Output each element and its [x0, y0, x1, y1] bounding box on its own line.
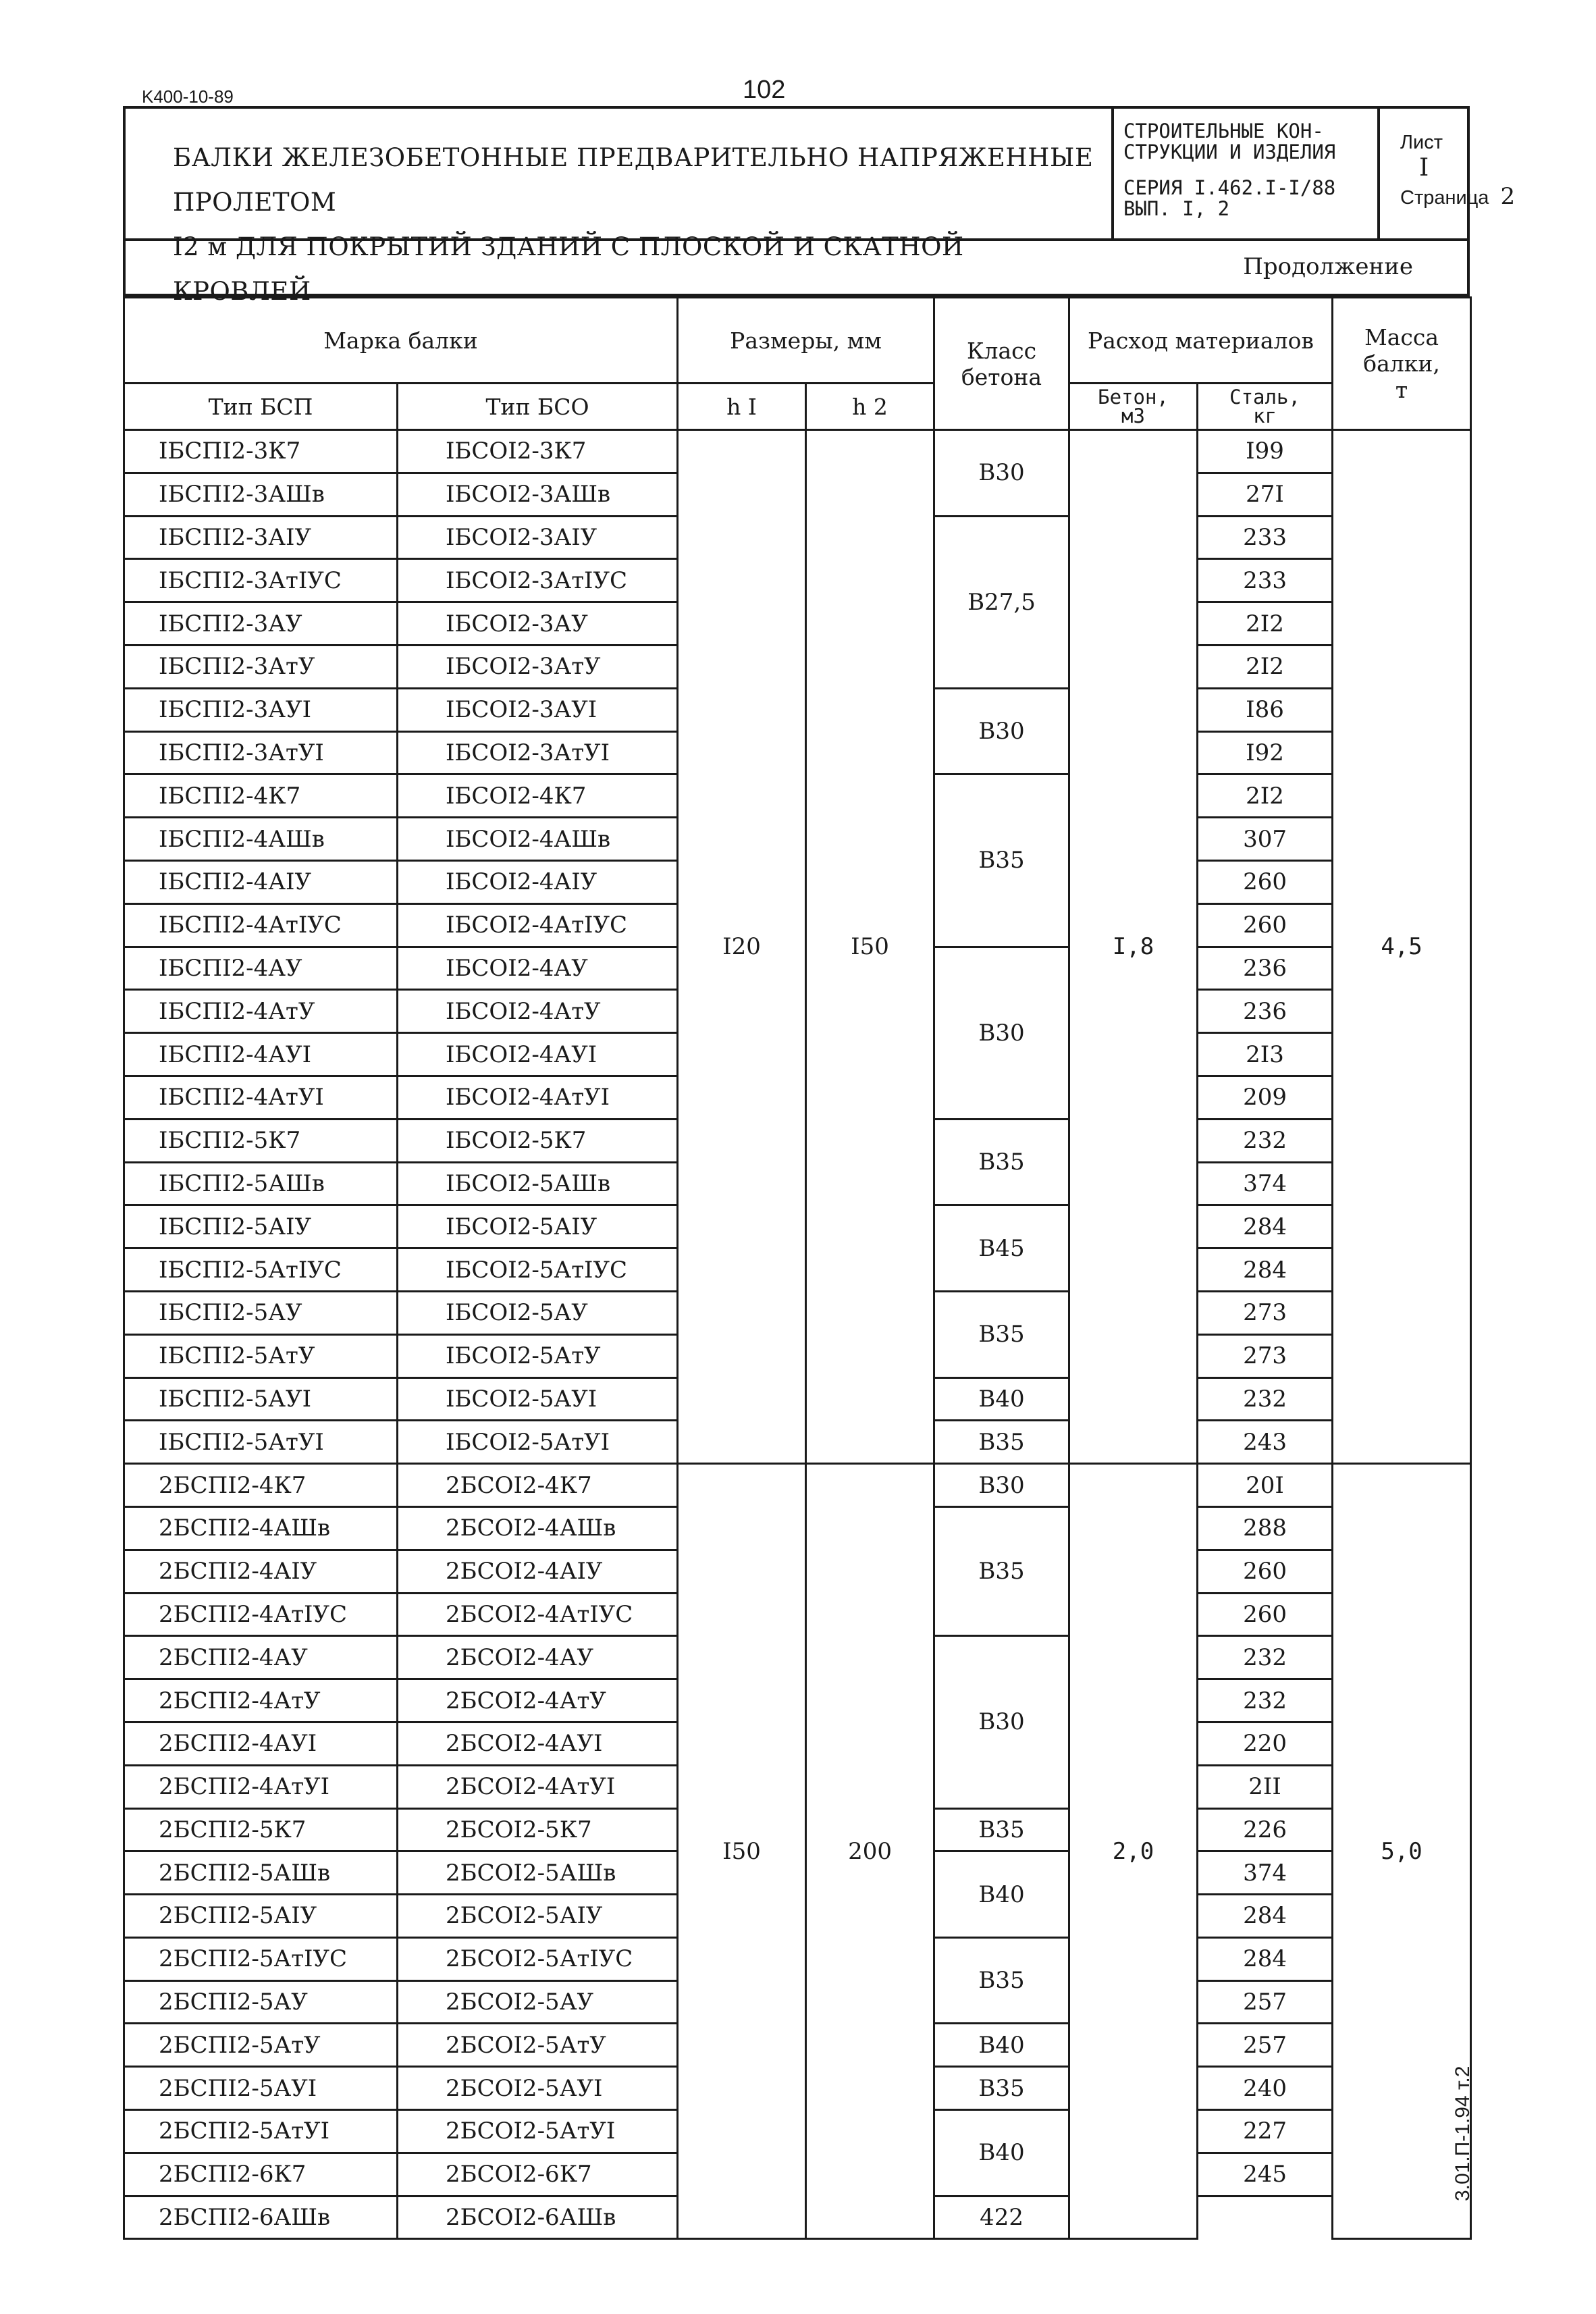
cell-type-bso: 2БСОI2-5АтIУС	[398, 1937, 678, 1980]
cell-concrete-class: В45	[934, 1205, 1069, 1292]
cell-steel: 232	[1198, 1636, 1333, 1679]
cell-type-bso: IБСОI2-4К7	[398, 774, 678, 818]
cell-type-bso: 2БСОI2-4АУI	[398, 1722, 678, 1765]
cell-steel: 374	[1198, 1162, 1333, 1205]
cell-type-bso: 2БСОI2-5АIУ	[398, 1895, 678, 1938]
cell-type-bsp: IБСПI2-4АIУ	[124, 860, 398, 903]
cell-type-bso: IБСОI2-4АIУ	[398, 860, 678, 903]
cell-mass: 5,0	[1333, 1464, 1471, 2239]
cell-steel: 260	[1198, 1550, 1333, 1593]
cell-h1: I20	[678, 430, 806, 1464]
cell-type-bsp: 2БСПI2-4АтУI	[124, 1765, 398, 1808]
cell-type-bsp: IБСПI2-3АШв	[124, 473, 398, 516]
cell-type-bso: IБСОI2-3К7	[398, 430, 678, 473]
cell-type-bsp: IБСПI2-3АтУ	[124, 645, 398, 688]
cell-steel: 236	[1198, 990, 1333, 1033]
cell-concrete-class: В27,5	[934, 516, 1069, 688]
cell-steel: 245	[1198, 2153, 1333, 2196]
cell-h1: I50	[678, 1464, 806, 2239]
cell-type-bso: IБСОI2-5АШв	[398, 1162, 678, 1205]
cell-type-bsp: IБСПI2-4АтУI	[124, 1076, 398, 1119]
title-line-2: I2 м ДЛЯ ПОКРЫТИЙ ЗДАНИЙ С ПЛОСКОЙ И СКАТНОЙ КРОВЛЕЙ	[173, 232, 964, 306]
cell-type-bso: IБСОI2-4АУ	[398, 947, 678, 990]
cell-type-bso: 2БСОI2-4К7	[398, 1464, 678, 1507]
cell-concrete-class: В30	[934, 947, 1069, 1119]
cell-type-bsp: IБСПI2-5АШв	[124, 1162, 398, 1205]
cell-type-bsp: IБСПI2-3АIУ	[124, 516, 398, 559]
header-concrete-volume: Бетон, м3	[1069, 384, 1198, 430]
cell-steel: 307	[1198, 818, 1333, 861]
series-line-4: ВЫП. I, 2	[1123, 197, 1230, 220]
cell-type-bsp: IБСПI2-3К7	[124, 430, 398, 473]
header-mass: Масса балки, т	[1333, 298, 1471, 430]
cell-type-bso: IБСОI2-5АIУ	[398, 1205, 678, 1248]
cell-steel: 232	[1198, 1679, 1333, 1723]
series-line-3: СЕРИЯ I.462.I-I/88	[1123, 176, 1336, 199]
cell-steel: 374	[1198, 1851, 1333, 1895]
cell-type-bsp: IБСПI2-3АУ	[124, 602, 398, 646]
cell-steel: 233	[1198, 516, 1333, 559]
cell-type-bsp: 2БСПI2-6АШв	[124, 2196, 398, 2239]
cell-steel: 2I2	[1198, 645, 1333, 688]
cell-concrete-class: В35	[934, 1421, 1069, 1464]
cell-type-bsp: 2БСПI2-4АтIУС	[124, 1593, 398, 1636]
title-line-1: БАЛКИ ЖЕЛЕЗОБЕТОННЫЕ ПРЕДВАРИТЕЛЬНО НАПРЯЖЕННЫЕ ПРОЛЕТОМ	[173, 143, 1094, 217]
cell-concrete-class: В30	[934, 430, 1069, 517]
cell-type-bso: IБСОI2-3АШв	[398, 473, 678, 516]
cell-steel: I86	[1198, 688, 1333, 731]
cell-steel: 273	[1198, 1291, 1333, 1334]
cell-type-bsp: 2БСПI2-4АIУ	[124, 1550, 398, 1593]
cell-type-bso: IБСОI2-4АтУI	[398, 1076, 678, 1119]
cell-mass: 4,5	[1333, 430, 1471, 1464]
continuation-label: Продолжение	[1243, 253, 1413, 280]
cell-type-bso: IБСОI2-4АШв	[398, 818, 678, 861]
header-h2: h 2	[806, 384, 934, 430]
cell-steel: 284	[1198, 1937, 1333, 1980]
cell-type-bsp: IБСПI2-5АтУ	[124, 1334, 398, 1377]
series-line-1: СТРОИТЕЛЬНЫЕ КОН-	[1123, 120, 1324, 142]
cell-concrete-class: В35	[934, 1291, 1069, 1377]
cell-type-bso: 2БСОI2-4АУ	[398, 1636, 678, 1679]
cell-steel: 260	[1198, 1593, 1333, 1636]
cell-steel: 27I	[1198, 473, 1333, 516]
cell-steel: 257	[1198, 1980, 1333, 2024]
cell-steel: 240	[1198, 2067, 1333, 2110]
page-value: 2	[1500, 183, 1516, 210]
cell-type-bso: IБСОI2-5АтУI	[398, 1421, 678, 1464]
cell-type-bso: 2БСОI2-4АтУ	[398, 1679, 678, 1723]
cell-type-bsp: IБСПI2-3АтУI	[124, 731, 398, 774]
cell-type-bsp: IБСПI2-4АУI	[124, 1033, 398, 1076]
cell-concrete-class: В35	[934, 1808, 1069, 1851]
cell-concrete-class: В35	[934, 2067, 1069, 2110]
cell-type-bsp: IБСПI2-4К7	[124, 774, 398, 818]
cell-steel: I99	[1198, 430, 1333, 473]
cell-type-bsp: 2БСПI2-4К7	[124, 1464, 398, 1507]
cell-steel: 288	[1198, 1506, 1333, 1550]
cell-type-bso: 2БСОI2-4АШв	[398, 1506, 678, 1550]
cell-concrete-volume: 2,0	[1069, 1464, 1198, 2239]
cell-type-bsp: 2БСПI2-5К7	[124, 1808, 398, 1851]
cell-type-bso: IБСОI2-3АУ	[398, 602, 678, 646]
cell-type-bso: 2БСОI2-4АIУ	[398, 1550, 678, 1593]
beam-table	[123, 296, 1472, 2240]
continuation-row	[123, 241, 1470, 296]
cell-type-bsp: 2БСПI2-5АтУI	[124, 2110, 398, 2153]
cell-type-bso: IБСОI2-5АтУ	[398, 1334, 678, 1377]
cell-steel: 2II	[1198, 1765, 1333, 1808]
sheet-label: Лист	[1400, 132, 1443, 153]
cell-steel: 284	[1198, 1248, 1333, 1292]
cell-type-bsp: 2БСПI2-5АтУ	[124, 2024, 398, 2067]
cell-type-bso: IБСОI2-5АтIУС	[398, 1248, 678, 1292]
cell-type-bsp: IБСПI2-4АУ	[124, 947, 398, 990]
cell-type-bso: 2БСОI2-6К7	[398, 2153, 678, 2196]
cell-steel: 257	[1198, 2024, 1333, 2067]
cell-steel: 220	[1198, 1722, 1333, 1765]
cell-type-bsp: 2БСПI2-5АУI	[124, 2067, 398, 2110]
cell-type-bsp: 2БСПI2-5АIУ	[124, 1895, 398, 1938]
cell-concrete-class: В30	[934, 1464, 1069, 1507]
cell-steel: 233	[1198, 559, 1333, 602]
cell-type-bso: IБСОI2-3АУI	[398, 688, 678, 731]
document-number: K400-10-89	[142, 86, 234, 107]
cell-type-bsp: IБСПI2-5АтIУС	[124, 1248, 398, 1292]
page-number: 102	[743, 76, 786, 104]
cell-concrete-class: В30	[934, 688, 1069, 774]
cell-type-bsp: 2БСПI2-5АШв	[124, 1851, 398, 1895]
cell-type-bsp: IБСПI2-4АтУ	[124, 990, 398, 1033]
cell-concrete-volume: I,8	[1069, 430, 1198, 1464]
table-row	[124, 430, 1471, 473]
table-row	[124, 1464, 1471, 1507]
header-mark: Марка балки	[124, 298, 678, 384]
cell-steel: 236	[1198, 947, 1333, 990]
cell-steel: 273	[1198, 1334, 1333, 1377]
cell-type-bso: 2БСОI2-6АШв	[398, 2196, 678, 2239]
cell-steel: 232	[1198, 1119, 1333, 1162]
cell-steel: 232	[1198, 1377, 1333, 1421]
cell-concrete-class: В35	[934, 1119, 1069, 1205]
cell-steel: 284	[1198, 1205, 1333, 1248]
cell-type-bso: 2БСОI2-5АтУI	[398, 2110, 678, 2153]
cell-steel: 284	[1198, 1895, 1333, 1938]
cell-concrete-class: В40	[934, 2110, 1069, 2197]
cell-type-bsp: 2БСПI2-4АтУ	[124, 1679, 398, 1723]
cell-type-bso: IБСОI2-5К7	[398, 1119, 678, 1162]
cell-type-bsp: 2БСПI2-4АУI	[124, 1722, 398, 1765]
cell-type-bso: IБСОI2-4АтIУС	[398, 903, 678, 947]
cell-type-bso: IБСОI2-3АтУ	[398, 645, 678, 688]
cell-type-bso: IБСОI2-3АтУI	[398, 731, 678, 774]
cell-type-bsp: IБСПI2-5АУI	[124, 1377, 398, 1421]
sheet-value: I	[1419, 154, 1429, 182]
cell-type-bsp: IБСПI2-3АУI	[124, 688, 398, 731]
cell-steel: 2I2	[1198, 602, 1333, 646]
cell-type-bso: IБСОI2-5АУ	[398, 1291, 678, 1334]
cell-type-bso: 2БСОI2-5АУI	[398, 2067, 678, 2110]
cell-steel: I92	[1198, 731, 1333, 774]
cell-steel: 422	[934, 2196, 1069, 2239]
cell-type-bsp: 2БСПI2-5АтIУС	[124, 1937, 398, 1980]
cell-h2: 200	[806, 1464, 934, 2239]
cell-steel: 260	[1198, 860, 1333, 903]
cell-type-bsp: 2БСПI2-4АШв	[124, 1506, 398, 1550]
cell-type-bso: 2БСОI2-5К7	[398, 1808, 678, 1851]
header-type-bso: Тип БСО	[398, 384, 678, 430]
cell-type-bsp: IБСПI2-3АтIУС	[124, 559, 398, 602]
cell-steel: 209	[1198, 1076, 1333, 1119]
side-code: 3.01.П-1.94 т.2	[1452, 2066, 1474, 2201]
table-body	[124, 430, 1471, 2239]
cell-steel: 227	[1198, 2110, 1333, 2153]
header-steel: Сталь, кг	[1198, 384, 1333, 430]
cell-type-bsp: IБСПI2-5АIУ	[124, 1205, 398, 1248]
cell-concrete-class: В35	[934, 1506, 1069, 1635]
cell-type-bso: IБСОI2-3АIУ	[398, 516, 678, 559]
cell-steel: 226	[1198, 1808, 1333, 1851]
cell-type-bso: 2БСОI2-4АтIУС	[398, 1593, 678, 1636]
cell-steel: 243	[1198, 1421, 1333, 1464]
cell-type-bso: IБСОI2-3АтIУС	[398, 559, 678, 602]
cell-concrete-class: В30	[934, 1636, 1069, 1808]
header-concrete-class: Класс бетона	[934, 298, 1069, 430]
page-label: Страница	[1400, 187, 1489, 209]
cell-type-bsp: IБСПI2-4АШв	[124, 818, 398, 861]
header-sizes: Размеры, мм	[678, 298, 934, 384]
cell-concrete-class: В40	[934, 2024, 1069, 2067]
cell-type-bso: IБСОI2-5АУI	[398, 1377, 678, 1421]
cell-type-bso: IБСОI2-4АтУ	[398, 990, 678, 1033]
cell-steel: 260	[1198, 903, 1333, 947]
cell-steel: 2I3	[1198, 1033, 1333, 1076]
cell-type-bsp: 2БСПI2-5АУ	[124, 1980, 398, 2024]
series-line-2: СТРУКЦИИ И ИЗДЕЛИЯ	[1123, 140, 1336, 163]
series-block	[1111, 109, 1380, 238]
sheet-block	[1380, 109, 1516, 238]
cell-concrete-class: В35	[934, 1937, 1069, 2024]
cell-concrete-class: В35	[934, 774, 1069, 947]
cell-type-bso: 2БСОI2-4АтУI	[398, 1765, 678, 1808]
cell-concrete-class: В40	[934, 1377, 1069, 1421]
header-materials: Расход материалов	[1069, 298, 1333, 384]
cell-steel: 20I	[1198, 1464, 1333, 1507]
cell-concrete-class: В40	[934, 1851, 1069, 1938]
cell-type-bso: 2БСОI2-5АУ	[398, 1980, 678, 2024]
cell-type-bso: 2БСОI2-5АШв	[398, 1851, 678, 1895]
cell-h2: I50	[806, 430, 934, 1464]
cell-type-bsp: IБСПI2-4АтIУС	[124, 903, 398, 947]
cell-type-bsp: IБСПI2-5АтУI	[124, 1421, 398, 1464]
cell-type-bso: 2БСОI2-5АтУ	[398, 2024, 678, 2067]
cell-type-bsp: 2БСПI2-4АУ	[124, 1636, 398, 1679]
cell-type-bsp: IБСПI2-5К7	[124, 1119, 398, 1162]
cell-steel: 2I2	[1198, 774, 1333, 818]
cell-type-bso: IБСОI2-4АУI	[398, 1033, 678, 1076]
cell-type-bsp: IБСПI2-5АУ	[124, 1291, 398, 1334]
cell-type-bsp: 2БСПI2-6К7	[124, 2153, 398, 2196]
header-h1: h I	[678, 384, 806, 430]
header-type-bsp: Тип БСП	[124, 384, 398, 430]
